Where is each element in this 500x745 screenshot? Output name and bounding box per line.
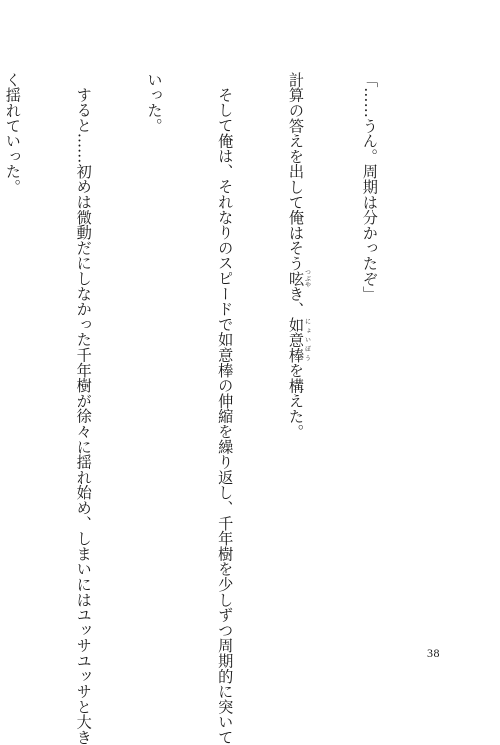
ruby-reading-nyoibou: にょいぼう <box>303 316 311 363</box>
ruby-reading-tsubuyaki: つぶや <box>303 269 311 288</box>
text-line-1: 「……うん。周期は分かったぞ」 <box>360 72 379 302</box>
text-line-6: く揺れていった。 <box>3 72 22 195</box>
ruby-nyoibou <box>287 316 311 363</box>
ruby-tsubuyaki <box>287 269 311 288</box>
text-line-4: いった。 <box>145 72 164 134</box>
vertical-text-body <box>0 72 428 745</box>
text-line-2-part-2: き、 <box>287 286 306 317</box>
ruby-base-nyoibou: 如意棒 <box>287 316 306 363</box>
page-number: 38 <box>427 646 440 660</box>
text-line-2-part-3: を構えた。 <box>287 362 306 440</box>
text-line-5: すると……初めは微動だにしなかった千年樹が徐々に揺れ始め、しまいにはユッサユッサと大き <box>74 87 93 745</box>
text-line-3: そして俺は、それなりのスピードで如意棒の伸縮を繰り返し、千年樹を少しずつ周期的に突いて <box>216 87 235 745</box>
ruby-base-tsubuyaki: 呟 <box>287 269 306 288</box>
text-line-2-part-1: 計算の答えを出して俺はそう <box>287 72 306 271</box>
text-line-2 <box>283 72 310 672</box>
